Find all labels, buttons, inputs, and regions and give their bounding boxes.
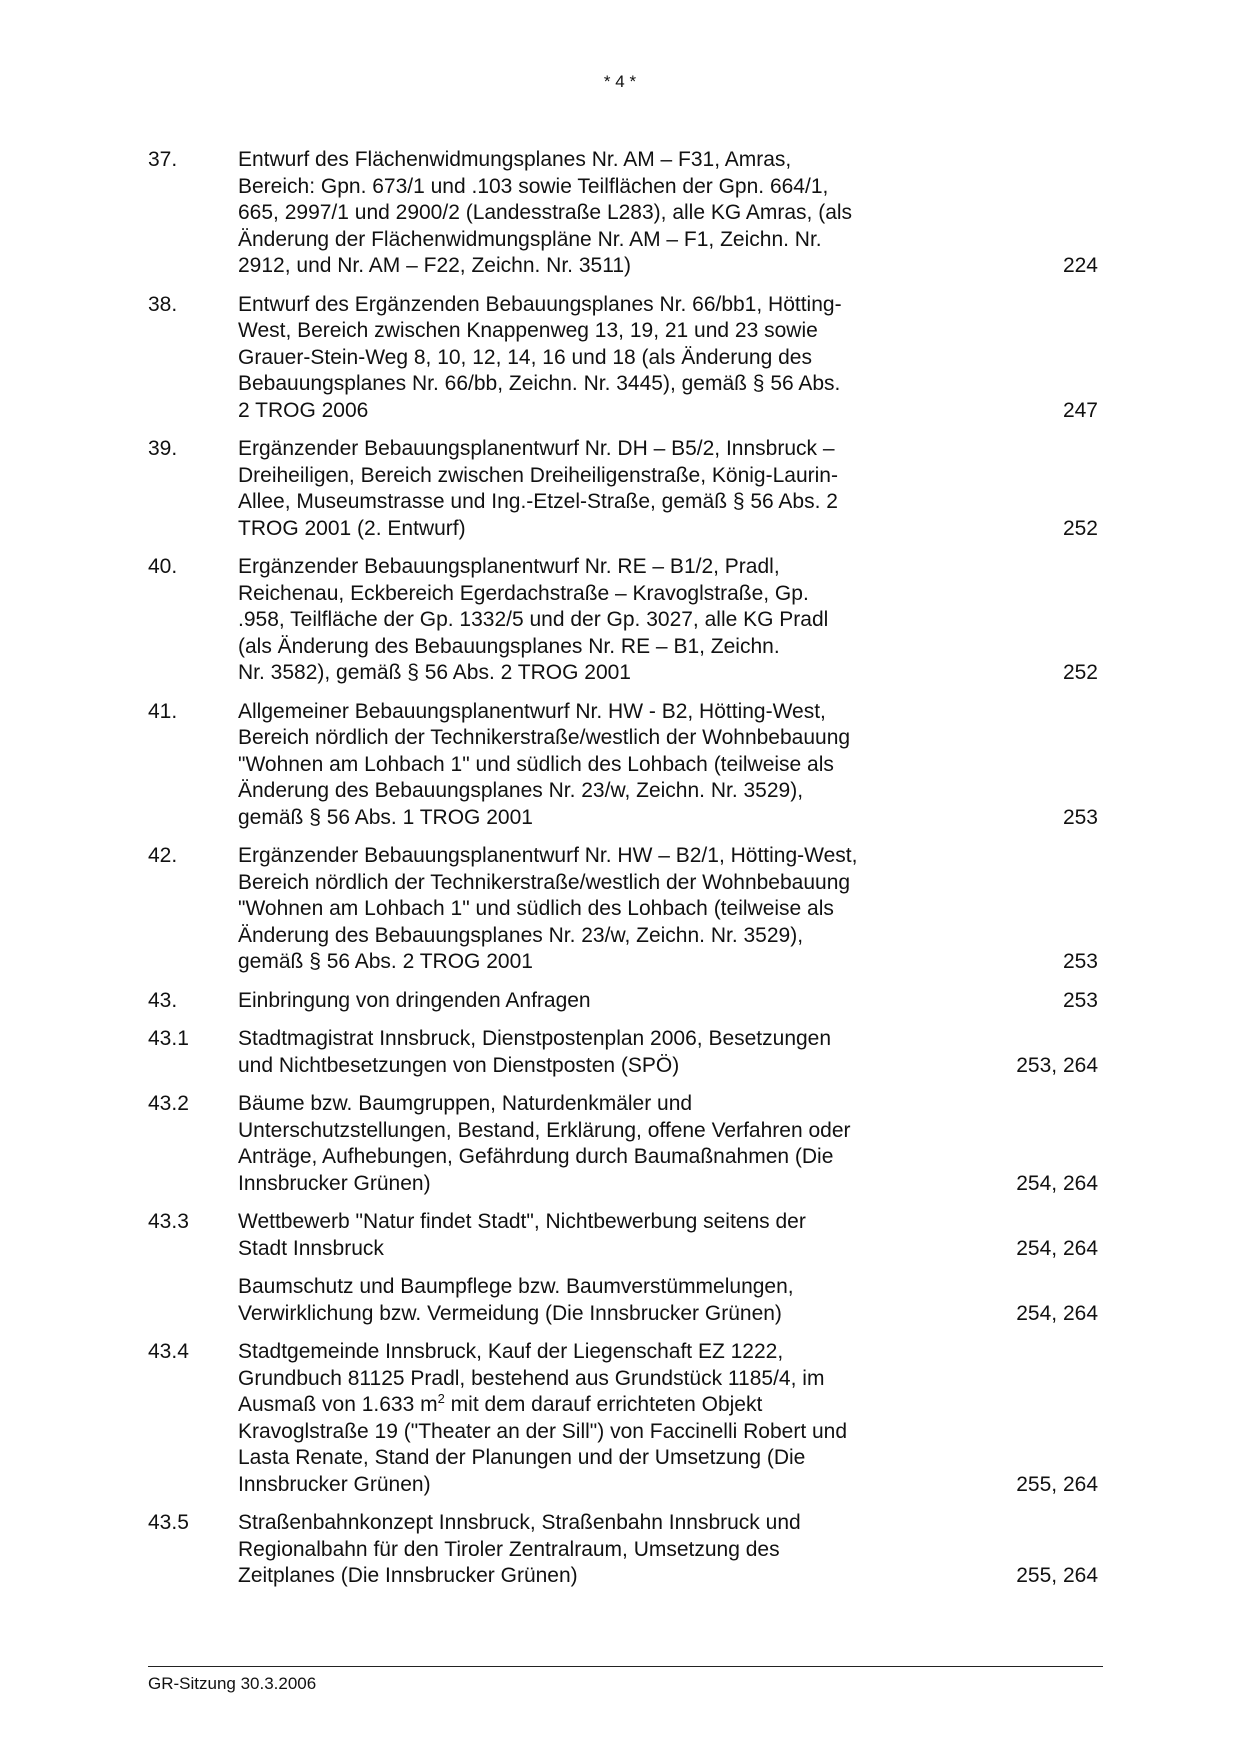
entry-title-line: Ergänzender Bebauungsplanentwurf Nr. RE – B1/2, Pradl, bbox=[238, 555, 780, 578]
entry-title-line: Straßenbahnkonzept Innsbruck, Straßenbahn Innsbruck und bbox=[238, 1511, 801, 1534]
entry-title-line: (als Änderung des Bebauungsplanes Nr. RE – B1, Zeichn. bbox=[238, 634, 780, 658]
toc-entry-43 bbox=[148, 988, 1098, 1015]
entry-title bbox=[238, 699, 938, 832]
entry-title bbox=[238, 1209, 938, 1262]
entry-title-line: Stadtgemeinde Innsbruck, Kauf der Liegenschaft EZ 1222, bbox=[238, 1340, 784, 1363]
entry-title-line: 665, 2997/1 und 2900/2 (Landesstraße L283), alle KG Amras, (als bbox=[238, 201, 853, 224]
entry-pages: 254, 264 bbox=[1016, 1171, 1098, 1195]
entry-title bbox=[238, 292, 938, 425]
superscript: 2 bbox=[437, 1391, 445, 1406]
entry-number: 37. bbox=[148, 148, 178, 171]
entry-title-line: Allgemeiner Bebauungsplanentwurf Nr. HW - B2, Hötting-West, bbox=[238, 699, 826, 723]
toc-entry-40 bbox=[148, 554, 1098, 687]
entry-number: 43.4 bbox=[148, 1340, 189, 1363]
entry-number: 43.3 bbox=[148, 1210, 189, 1233]
entry-pages: 247 bbox=[1062, 398, 1098, 422]
entry-number: 39. bbox=[148, 437, 178, 460]
entry-title-line: Kravoglstraße 19 ("Theater an der Sill") von Faccinelli Robert und bbox=[238, 1419, 848, 1443]
entry-title-line: Bereich nördlich der Technikerstraße/westlich der Wohnbebauung bbox=[238, 870, 851, 894]
entry-number: 43.5 bbox=[148, 1511, 189, 1534]
entry-title-line: Änderung des Bebauungsplanes Nr. 23/w, Zeichn. Nr. 3529), bbox=[238, 779, 804, 802]
entry-title-line: Innsbrucker Grünen) bbox=[238, 1472, 431, 1496]
entry-pages: 254, 264 bbox=[1016, 1301, 1098, 1325]
toc-entry-41 bbox=[148, 699, 1098, 832]
entry-title-line: und Nichtbesetzungen von Dienstposten (SPÖ) bbox=[238, 1053, 680, 1077]
entry-title-line: .958, Teilfläche der Gp. 1332/5 und der Gp. 3027, alle KG Pradl bbox=[238, 608, 829, 631]
toc-entry-38 bbox=[148, 292, 1098, 425]
entry-title-line: Anträge, Aufhebungen, Gefährdung durch Baumaßnahmen (Die bbox=[238, 1145, 834, 1168]
entry-title-line: Einbringung von dringenden Anfragen bbox=[238, 988, 591, 1012]
entry-title-line: Nr. 3582), gemäß § 56 Abs. 2 TROG 2001 bbox=[238, 661, 631, 684]
entry-title-line: TROG 2001 (2. Entwurf) bbox=[238, 516, 466, 540]
entry-title bbox=[238, 1274, 938, 1327]
entry-title-fragment: Ausmaß von 1.633 m bbox=[238, 1393, 438, 1416]
entry-title-line: Entwurf des Ergänzenden Bebauungsplanes Nr. 66/bb1, Hötting- bbox=[238, 292, 842, 316]
entry-title bbox=[238, 1510, 938, 1590]
entry-pages: 224 bbox=[1062, 254, 1098, 277]
entry-title-line: Stadt Innsbruck bbox=[238, 1236, 384, 1260]
entry-title-line: Unterschutzstellungen, Bestand, Erklärung, offene Verfahren oder bbox=[238, 1118, 851, 1142]
entry-title-line: Verwirklichung bzw. Vermeidung (Die Innsbrucker Grünen) bbox=[238, 1301, 782, 1325]
entry-title-line: Innsbrucker Grünen) bbox=[238, 1171, 431, 1195]
entry-title-line: Entwurf des Flächenwidmungsplanes Nr. AM – F31, Amras, bbox=[238, 148, 792, 171]
entry-title-line: Änderung der Flächenwidmungspläne Nr. AM – F1, Zeichn. Nr. bbox=[238, 227, 822, 251]
entry-pages: 254, 264 bbox=[1016, 1236, 1098, 1260]
entry-title bbox=[238, 843, 938, 976]
entry-pages: 255, 264 bbox=[1016, 1564, 1098, 1587]
entry-number: 43. bbox=[148, 988, 178, 1012]
toc-entry-43-3-sub bbox=[148, 1274, 1098, 1327]
entry-title-line: Änderung des Bebauungsplanes Nr. 23/w, Zeichn. Nr. 3529), bbox=[238, 923, 804, 947]
toc-entry-43-5 bbox=[148, 1510, 1098, 1590]
entry-title bbox=[238, 1339, 938, 1498]
entry-title-line: Grundbuch 81125 Pradl, bestehend aus Grundstück 1185/4, im bbox=[238, 1366, 825, 1390]
entry-title-line: Stadtmagistrat Innsbruck, Dienstpostenplan 2006, Besetzungen bbox=[238, 1027, 832, 1050]
entry-pages: 253 bbox=[1062, 988, 1098, 1012]
entry-title-line: gemäß § 56 Abs. 2 TROG 2001 bbox=[238, 950, 533, 973]
entry-title-line: Lasta Renate, Stand der Planungen und der Umsetzung (Die bbox=[238, 1446, 806, 1469]
entry-pages: 252 bbox=[1062, 516, 1098, 540]
entry-title-line: Bäume bzw. Baumgruppen, Naturdenkmäler und bbox=[238, 1092, 693, 1115]
entry-number: 43.2 bbox=[148, 1092, 189, 1115]
entry-title-line: Dreiheiligen, Bereich zwischen Dreiheiligenstraße, König-Laurin- bbox=[238, 463, 838, 487]
entry-title-line: gemäß § 56 Abs. 1 TROG 2001 bbox=[238, 805, 533, 829]
entry-title-line: West, Bereich zwischen Knappenweg 13, 19, 21 und 23 sowie bbox=[238, 319, 818, 342]
entry-title-line: Baumschutz und Baumpflege bzw. Baumverstümmelungen, bbox=[238, 1275, 794, 1298]
entry-number: 42. bbox=[148, 844, 178, 867]
entry-title-line: 2 TROG 2006 bbox=[238, 398, 369, 422]
toc-entry-43-2 bbox=[148, 1091, 1098, 1197]
entry-pages: 255, 264 bbox=[1016, 1472, 1098, 1496]
entry-title-line: Bebauungsplanes Nr. 66/bb, Zeichn. Nr. 3445), gemäß § 56 Abs. bbox=[238, 372, 841, 395]
entry-number: 43.1 bbox=[148, 1027, 189, 1050]
entry-title-line: "Wohnen am Lohbach 1" und südlich des Lohbach (teilweise als bbox=[238, 897, 834, 920]
entry-pages: 253 bbox=[1062, 950, 1098, 973]
footer-text: GR-Sitzung 30.3.2006 bbox=[148, 1674, 317, 1693]
entry-title-line: Grauer-Stein-Weg 8, 10, 12, 14, 16 und 18 (als Änderung des bbox=[238, 345, 812, 369]
footer-divider bbox=[148, 1666, 1103, 1667]
table-of-contents bbox=[148, 147, 1098, 1602]
entry-title-line: "Wohnen am Lohbach 1" und südlich des Lohbach (teilweise als bbox=[238, 752, 834, 776]
toc-entry-37 bbox=[148, 147, 1098, 280]
entry-title-line: Wettbewerb "Natur findet Stadt", Nichtbewerbung seitens der bbox=[238, 1210, 806, 1233]
entry-title-line bbox=[238, 1392, 938, 1419]
entry-number: 38. bbox=[148, 292, 178, 316]
entry-title bbox=[238, 554, 938, 687]
entry-title-line: Bereich: Gpn. 673/1 und .103 sowie Teilflächen der Gpn. 664/1, bbox=[238, 174, 829, 198]
toc-entry-39 bbox=[148, 436, 1098, 542]
entry-title bbox=[238, 1091, 938, 1197]
toc-entry-43-1 bbox=[148, 1026, 1098, 1079]
entry-pages: 253, 264 bbox=[1016, 1053, 1098, 1077]
entry-title bbox=[238, 1026, 938, 1079]
entry-pages: 253 bbox=[1062, 805, 1098, 829]
entry-title-line: Zeitplanes (Die Innsbrucker Grünen) bbox=[238, 1564, 578, 1587]
entry-number: 40. bbox=[148, 555, 178, 578]
page-number: * 4 * bbox=[603, 72, 637, 91]
entry-pages: 252 bbox=[1062, 661, 1098, 684]
entry-number: 41. bbox=[148, 699, 178, 723]
entry-title-line: Allee, Museumstrasse und Ing.-Etzel-Straße, gemäß § 56 Abs. 2 bbox=[238, 490, 838, 513]
entry-title bbox=[238, 147, 938, 280]
entry-title-fragment: mit dem darauf errichteten Objekt bbox=[444, 1393, 763, 1416]
entry-title-line: Regionalbahn für den Tiroler Zentralraum, Umsetzung des bbox=[238, 1537, 780, 1561]
entry-title bbox=[238, 436, 938, 542]
toc-entry-43-3 bbox=[148, 1209, 1098, 1262]
entry-title-line: Reichenau, Eckbereich Egerdachstraße – Kravoglstraße, Gp. bbox=[238, 581, 809, 605]
toc-entry-43-4 bbox=[148, 1339, 1098, 1498]
entry-title-line: Ergänzender Bebauungsplanentwurf Nr. HW – B2/1, Hötting-West, bbox=[238, 844, 858, 867]
entry-title-line: 2912, und Nr. AM – F22, Zeichn. Nr. 3511) bbox=[238, 254, 631, 277]
entry-title-line: Bereich nördlich der Technikerstraße/westlich der Wohnbebauung bbox=[238, 726, 851, 749]
entry-title bbox=[238, 988, 938, 1015]
entry-title-line: Ergänzender Bebauungsplanentwurf Nr. DH – B5/2, Innsbruck – bbox=[238, 437, 835, 460]
toc-entry-42 bbox=[148, 843, 1098, 976]
